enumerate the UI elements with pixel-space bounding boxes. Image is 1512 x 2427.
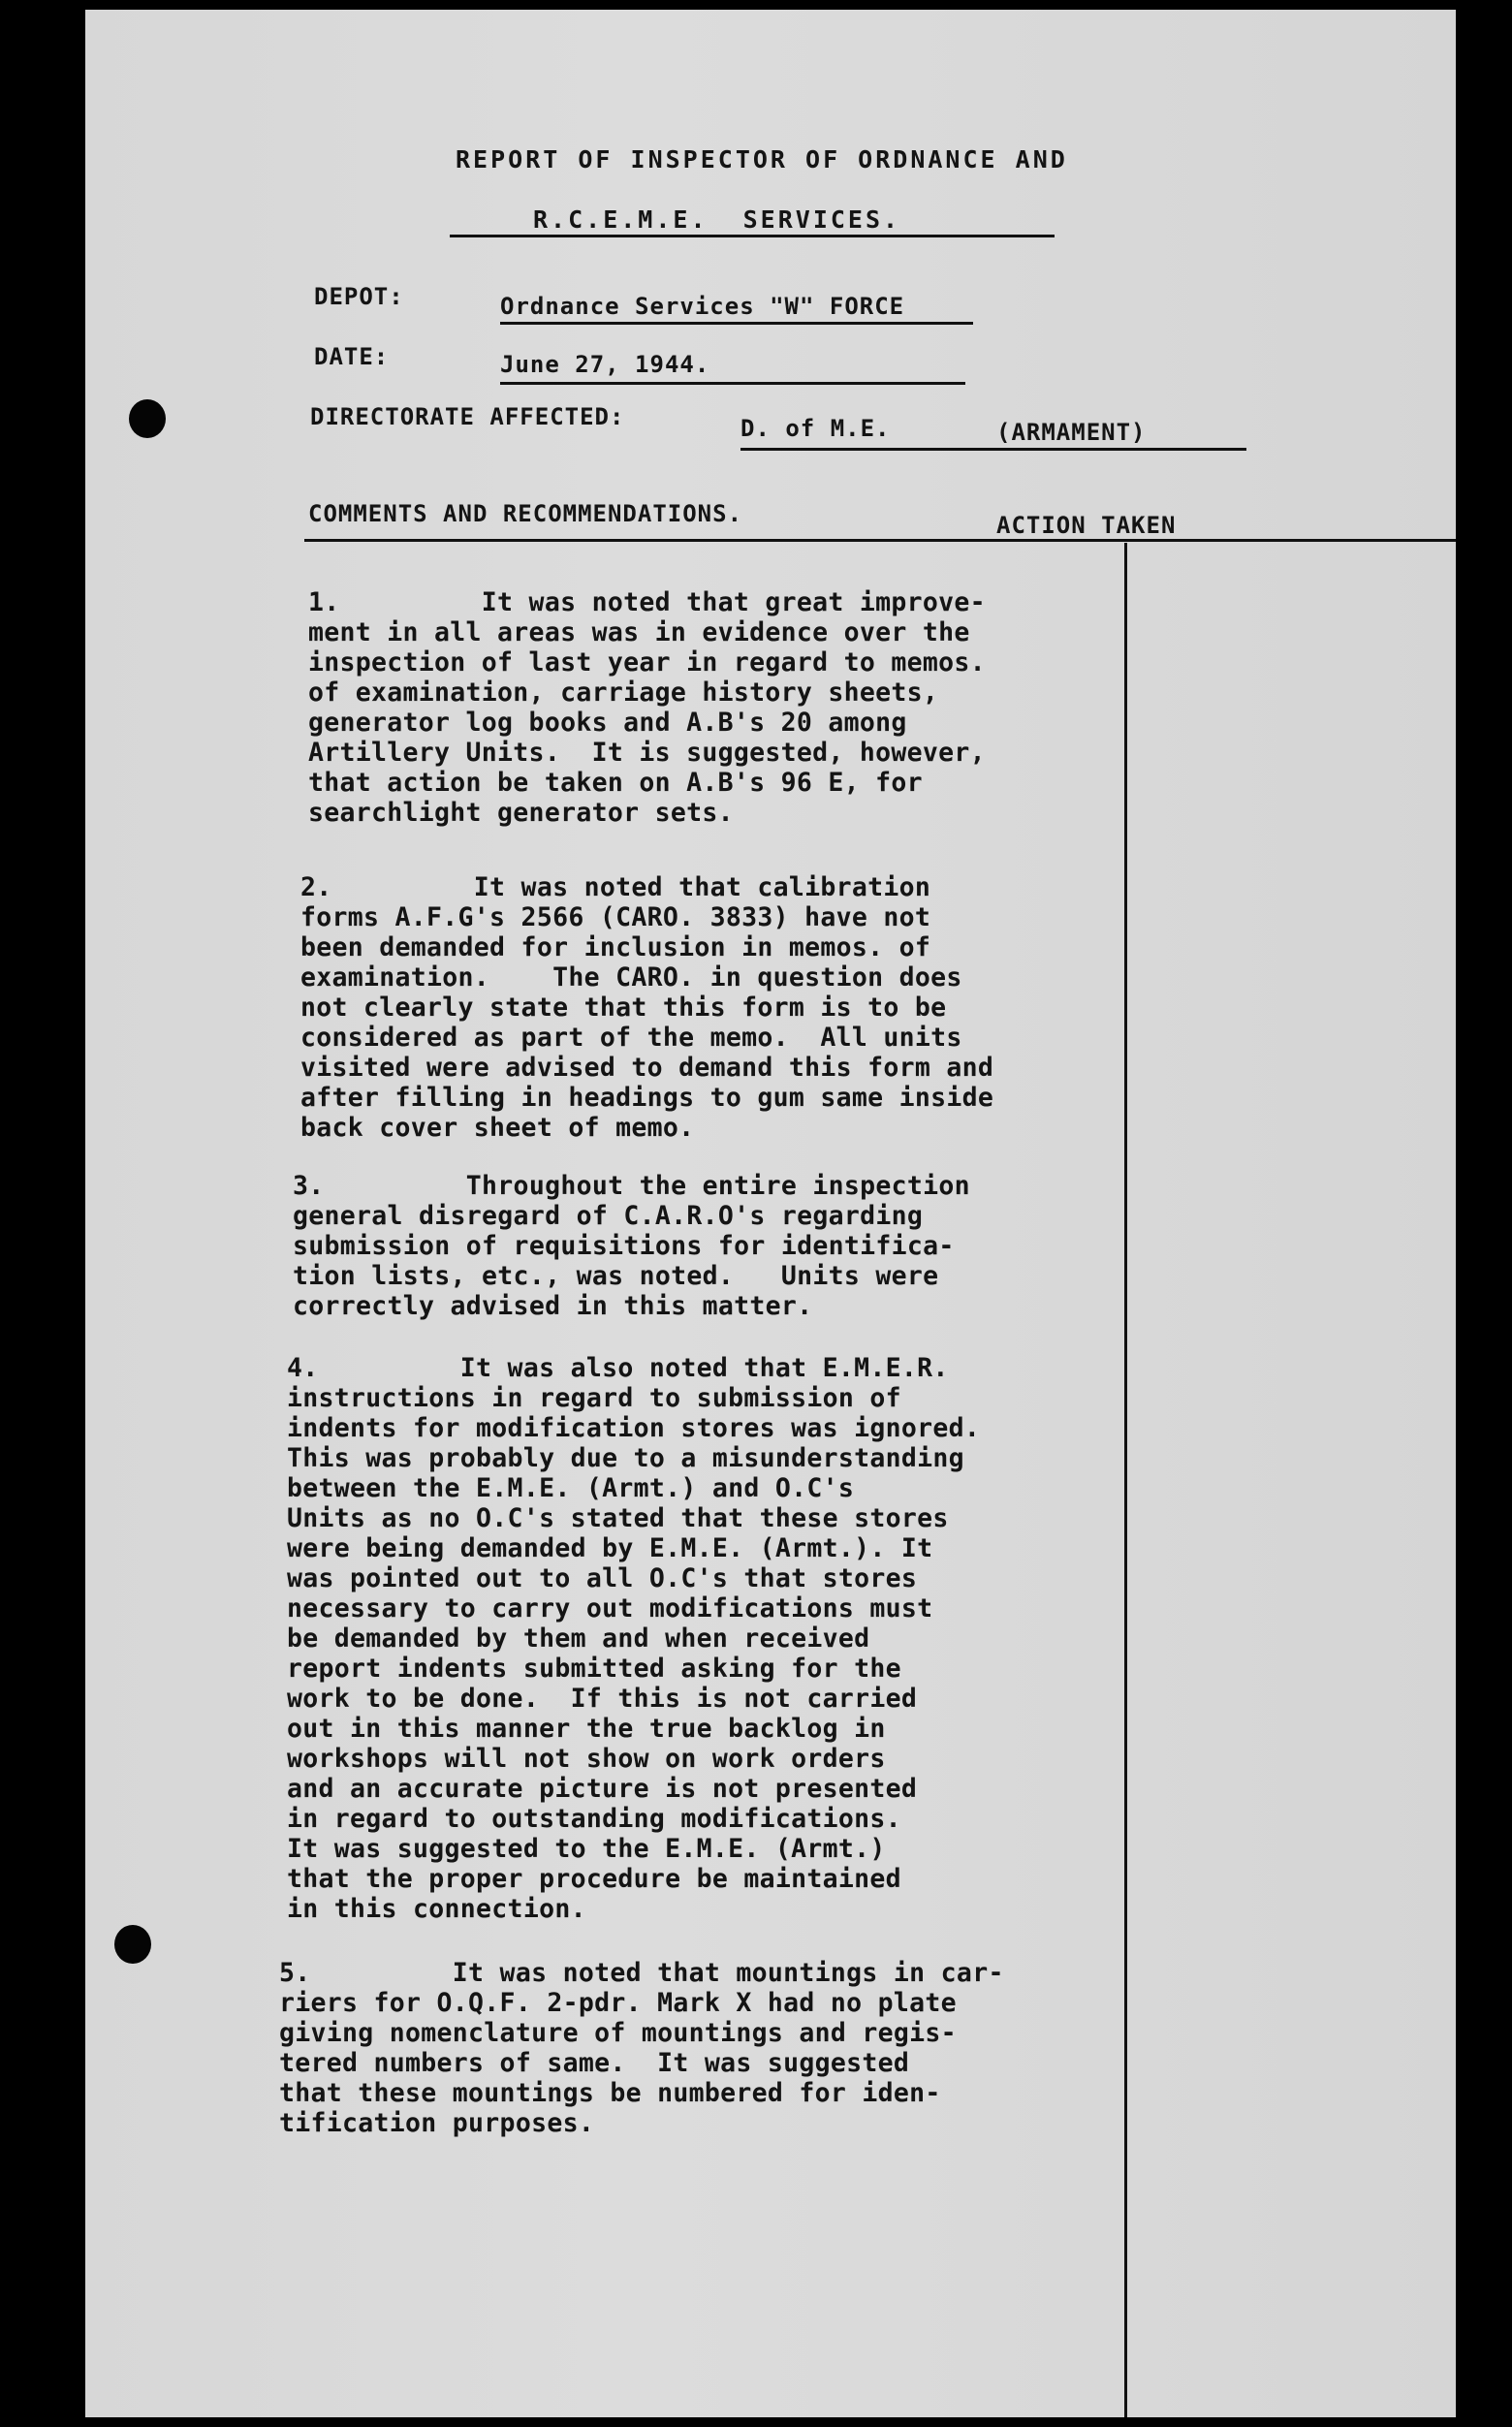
action-header: ACTION TAKEN <box>996 512 1177 539</box>
directorate-value: D. of M.E. <box>740 415 891 442</box>
date-underline <box>500 382 965 385</box>
depot-label: DEPOT: <box>314 283 404 310</box>
depot-underline <box>500 322 973 325</box>
comments-header: COMMENTS AND RECOMMENDATIONS. <box>308 500 743 527</box>
punch-hole-top <box>129 399 166 438</box>
directorate-underline <box>740 448 1246 451</box>
paragraph-2: 2. It was noted that calibration forms A.F.G's 2566 (CARO. 3833) have not been demanded for inclusion in memos. of examination. The CARO. in question does not clearly state that this form is to be considered as part of the memo. All units visited were advised to demand this form and after filling in headings to gum same inside back cover sheet of memo. <box>300 872 994 1143</box>
paragraph-4: 4. It was also noted that E.M.E.R. instructions in regard to submission of indents for modification stores was ignored. This was probably due to a misunderstanding between the E.M.E. (Armt.) and O.C's Units as no O.C's stated that these stores were being demanded by E.M.E. (Armt.). It was pointed out to all O.C's that stores necessary to carry out modifications must be demanded by them and when received report indents submitted asking for the work to be done. If this is not carried out in this manner the true backlog in workshops will not show on work orders and an accurate picture is not presented in regard to outstanding modifications. It was suggested to the E.M.E. (Armt.) that the proper procedure be maintained in this connection. <box>287 1353 981 1924</box>
punch-hole-bottom <box>114 1925 151 1964</box>
column-divider <box>1124 543 1127 2417</box>
report-title-line1: REPORT OF INSPECTOR OF ORDNANCE AND <box>456 145 1068 173</box>
report-title-line2: R.C.E.M.E. SERVICES. <box>533 205 901 234</box>
paragraph-5: 5. It was noted that mountings in car- riers for O.Q.F. 2-pdr. Mark X had no plate giving nomenclature of mountings and regis- tered numbers of same. It was suggested that these mountings be numbered for iden- tification purposes. <box>279 1958 1004 2138</box>
paragraph-1: 1. It was noted that great improve- ment in all areas was in evidence over the inspection of last year in regard to memos. of examination, carriage history sheets, generator log books and A.B's 20 among Artillery Units. It is suggested, however, that action be taken on A.B's 96 E, for searchlight generator sets. <box>308 587 986 828</box>
directorate-extra: (ARMAMENT) <box>996 419 1147 446</box>
directorate-label: DIRECTORATE AFFECTED: <box>310 403 625 430</box>
date-label: DATE: <box>314 343 390 370</box>
depot-value: Ordnance Services "W" FORCE <box>500 293 905 320</box>
document-page <box>85 10 1456 2417</box>
paragraph-3: 3. Throughout the entire inspection general disregard of C.A.R.O's regarding submission of requisitions for identifica- tion lists, etc., was noted. Units were correctly advised in this matter. <box>293 1171 970 1321</box>
title-underline <box>450 235 1055 237</box>
header-rule <box>304 539 1456 542</box>
date-value: June 27, 1944. <box>500 351 710 378</box>
